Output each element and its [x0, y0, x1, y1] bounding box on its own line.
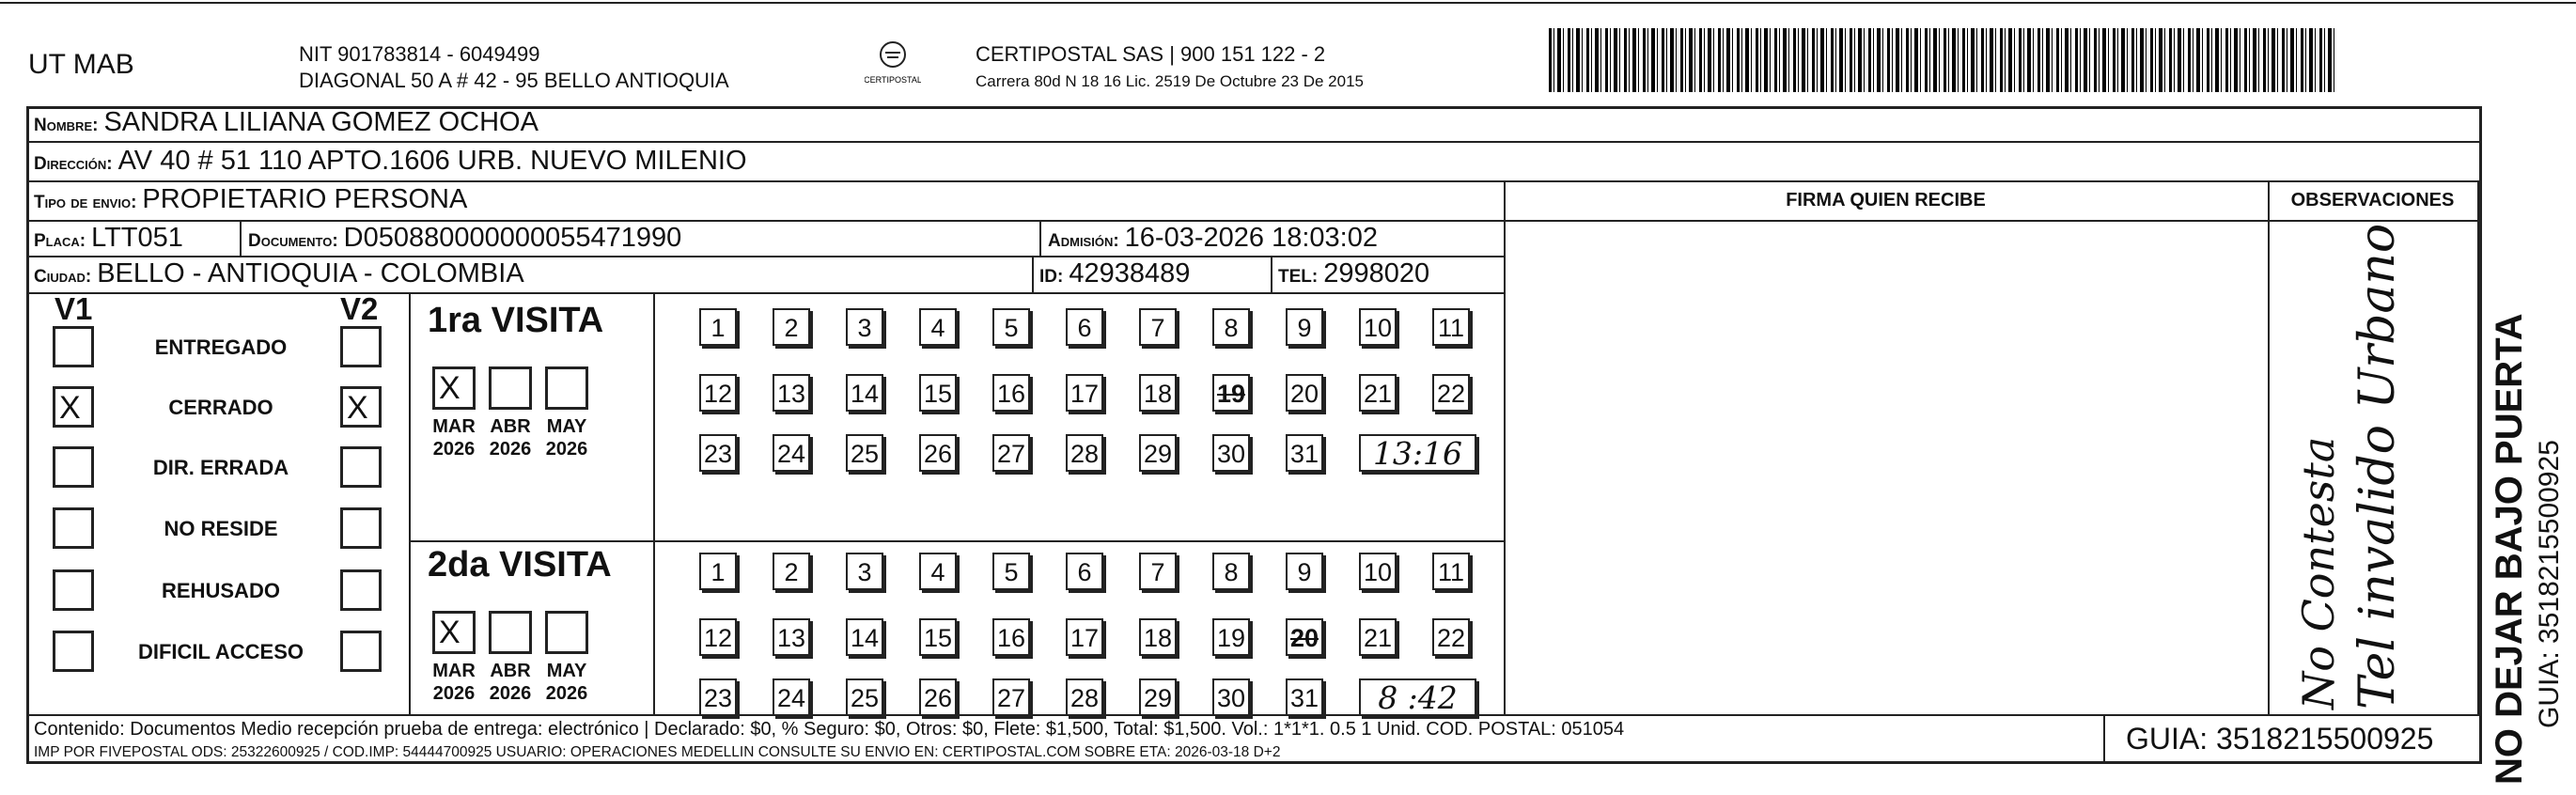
day-box[interactable]: 23	[699, 678, 737, 716]
v1-checkbox[interactable]	[53, 631, 94, 672]
tel-row	[1278, 258, 1429, 289]
day-box[interactable]: 14	[846, 618, 883, 656]
month-label: MAY	[546, 416, 587, 437]
placa-label: Placa:	[34, 231, 86, 251]
day-box[interactable]: 17	[1066, 374, 1103, 412]
ciudad-label: Ciudad:	[34, 267, 92, 287]
v1-checkbox[interactable]	[53, 386, 94, 428]
month-label: ABR	[490, 661, 531, 681]
top-border	[0, 2, 2576, 4]
company-name: UT MAB	[28, 49, 134, 80]
divider	[1032, 256, 1034, 292]
visit2-title: 2da VISITA	[428, 545, 612, 585]
v2-checkbox[interactable]	[340, 446, 382, 488]
v2-checkbox[interactable]	[340, 326, 382, 367]
divider	[653, 292, 655, 714]
delivery-state-label: DIR. ERRADA	[152, 456, 289, 479]
month-checkbox[interactable]	[489, 366, 532, 410]
day-box[interactable]: 12	[699, 618, 737, 656]
divider	[2477, 180, 2479, 714]
day-box[interactable]: 30	[1212, 434, 1250, 472]
day-box[interactable]: 18	[1139, 618, 1177, 656]
day-box[interactable]: 14	[846, 374, 883, 412]
day-box[interactable]: 29	[1139, 678, 1177, 716]
day-box[interactable]: 19	[1212, 618, 1250, 656]
day-box[interactable]: 16	[992, 618, 1030, 656]
v1-header: V1	[55, 291, 93, 326]
visit-time[interactable]: 8 :42	[1359, 678, 1476, 716]
delivery-state-label: NO RESIDE	[164, 517, 278, 540]
logo-text: CERTIPOSTAL	[865, 75, 921, 85]
divider	[2268, 180, 2270, 714]
day-box[interactable]: 27	[992, 434, 1030, 472]
handwritten-line1: No Contesta	[2293, 436, 2344, 709]
day-box[interactable]: 23	[699, 434, 737, 472]
month-label: MAY	[546, 661, 587, 681]
admision-value: 16-03-2026 18:03:02	[1124, 223, 1378, 253]
month-label: MAR	[432, 661, 476, 681]
documento-label: Documento:	[248, 231, 338, 251]
company-address: DIAGONAL 50 A # 42 - 95 BELLO ANTIOQUIA	[299, 69, 729, 92]
day-box[interactable]: 9	[1286, 553, 1323, 590]
carrier-name: CERTIPOSTAL SAS | 900 151 122 - 2	[976, 42, 1326, 66]
day-box[interactable]: 22	[1432, 618, 1470, 656]
month-label: ABR	[490, 416, 531, 437]
day-box[interactable]: 7	[1139, 553, 1177, 590]
divider	[26, 714, 2482, 716]
ciudad-value: BELLO - ANTIOQUIA - COLOMBIA	[97, 258, 524, 288]
v1-checkbox[interactable]	[53, 326, 94, 367]
day-box[interactable]: 21	[1359, 374, 1397, 412]
day-box[interactable]: 4	[919, 553, 957, 590]
side-guia: GUIA: 3518215500925	[2534, 440, 2565, 728]
v2-checkbox[interactable]	[340, 386, 382, 428]
divider	[26, 141, 2482, 143]
direccion-label: Dirección:	[34, 154, 113, 174]
placa-row	[34, 223, 183, 254]
footer-guia: GUIA: 3518215500925	[2126, 722, 2434, 756]
documento-value: D050880000000055471990	[343, 223, 682, 253]
tipo-row	[34, 184, 467, 215]
day-box[interactable]: 13	[773, 374, 810, 412]
month-checkbox[interactable]	[432, 366, 476, 410]
divider	[1504, 180, 1506, 714]
placa-value: LTT051	[91, 223, 183, 253]
month-checkbox[interactable]	[545, 366, 588, 410]
day-box[interactable]: 2	[773, 553, 810, 590]
v1-checkbox[interactable]	[53, 446, 94, 488]
observaciones-header: OBSERVACIONES	[2290, 190, 2455, 210]
divider	[409, 540, 1504, 542]
day-box[interactable]: 20	[1286, 374, 1323, 412]
handwritten-line2: Tel invalido Urbano	[2350, 223, 2406, 709]
check-mark: X	[439, 370, 461, 406]
divider	[240, 220, 242, 256]
day-box[interactable]: 8	[1212, 308, 1250, 346]
day-box[interactable]: 1	[699, 553, 737, 590]
day-box[interactable]: 26	[919, 678, 957, 716]
month-year: 2026	[489, 683, 532, 704]
month-year: 2026	[489, 439, 532, 460]
day-box-marked[interactable]: 20	[1286, 618, 1323, 656]
delivery-state-label: DIFICIL ACCESO	[137, 640, 304, 663]
day-box[interactable]: 1	[699, 308, 737, 346]
day-box[interactable]: 15	[919, 374, 957, 412]
tel-label: TEL:	[1278, 267, 1319, 287]
direccion-row	[34, 146, 747, 177]
day-box[interactable]: 11	[1432, 553, 1470, 590]
visit1-title: 1ra VISITA	[428, 301, 604, 340]
divider	[26, 220, 2482, 222]
tipo-value: PROPIETARIO PERSONA	[142, 184, 468, 214]
carrier-license: Carrera 80d N 18 16 Lic. 2519 De Octubre 23 De 2015	[976, 72, 1364, 90]
footer-contenido: Contenido: Documentos Medio recepción prueba de entrega: electrónico | Declarado: $0, % Seguro: $0, Otros: $0, Flete: $1,500, Total: $1,500. Vol.: 1*1*1. 0.5 1 Unid. COD. POSTAL: 051054	[34, 719, 1625, 740]
month-year: 2026	[545, 683, 588, 704]
day-box[interactable]: 18	[1139, 374, 1177, 412]
side-warning: NO DEJAR BAJO PUERTA	[2489, 313, 2530, 785]
visit-time[interactable]: 13:16	[1359, 434, 1476, 472]
day-box[interactable]: 26	[919, 434, 957, 472]
month-year: 2026	[432, 439, 476, 460]
id-row	[1039, 258, 1190, 289]
day-box[interactable]: 13	[773, 618, 810, 656]
month-checkbox[interactable]	[432, 611, 476, 654]
v2-checkbox[interactable]	[340, 569, 382, 611]
check-mark: X	[347, 390, 368, 426]
divider	[26, 292, 1504, 294]
company-nit: NIT 901783814 - 6049499	[299, 42, 540, 66]
barcode	[1549, 28, 2338, 92]
day-box[interactable]: 21	[1359, 618, 1397, 656]
day-box[interactable]: 5	[992, 553, 1030, 590]
day-box[interactable]: 17	[1066, 618, 1103, 656]
v1-checkbox[interactable]	[53, 507, 94, 549]
day-box[interactable]: 16	[992, 374, 1030, 412]
documento-row	[248, 223, 681, 254]
month-checkbox[interactable]	[545, 611, 588, 654]
day-box[interactable]: 9	[1286, 308, 1323, 346]
footer-imp: IMP POR FIVEPOSTAL ODS: 25322600925 / COD.IMP: 54444700925 USUARIO: OPERACIONES MEDELLIN CONSULTE SU ENVIO EN: CERTIPOSTAL.COM SOBRE ETA: 2026-03-18 D+2	[34, 744, 1281, 760]
day-box[interactable]: 24	[773, 678, 810, 716]
delivery-state-label: CERRADO	[168, 396, 273, 419]
nombre-label: Nombre:	[34, 116, 99, 135]
day-box[interactable]: 4	[919, 308, 957, 346]
day-box[interactable]: 5	[992, 308, 1030, 346]
admision-label: Admisión:	[1048, 231, 1119, 251]
tel-value: 2998020	[1323, 258, 1430, 288]
day-box[interactable]: 11	[1432, 308, 1470, 346]
day-box[interactable]: 24	[773, 434, 810, 472]
check-mark: X	[439, 615, 461, 650]
id-label: ID:	[1039, 267, 1064, 287]
v1-checkbox[interactable]	[53, 569, 94, 611]
day-box[interactable]: 27	[992, 678, 1030, 716]
ciudad-row	[34, 258, 524, 289]
day-box[interactable]: 12	[699, 374, 737, 412]
admision-row	[1048, 223, 1378, 254]
day-box[interactable]: 31	[1286, 678, 1323, 716]
day-box[interactable]: 30	[1212, 678, 1250, 716]
check-mark: X	[59, 390, 81, 426]
month-checkbox[interactable]	[489, 611, 532, 654]
day-box[interactable]: 10	[1359, 553, 1397, 590]
id-value: 42938489	[1069, 258, 1191, 288]
certipostal-logo	[865, 38, 921, 90]
divider	[2103, 714, 2105, 764]
day-box[interactable]: 3	[846, 553, 883, 590]
day-box[interactable]: 8	[1212, 553, 1250, 590]
day-box[interactable]: 31	[1286, 434, 1323, 472]
nombre-value: SANDRA LILIANA GOMEZ OCHOA	[103, 107, 539, 137]
divider	[26, 256, 1504, 257]
day-box[interactable]: 3	[846, 308, 883, 346]
nombre-row	[34, 107, 539, 138]
v2-checkbox[interactable]	[340, 507, 382, 549]
day-box[interactable]: 29	[1139, 434, 1177, 472]
firma-header: FIRMA QUIEN RECIBE	[1786, 190, 1986, 210]
month-year: 2026	[432, 683, 476, 704]
month-label: MAR	[432, 416, 476, 437]
day-box[interactable]: 25	[846, 678, 883, 716]
day-box[interactable]: 6	[1066, 553, 1103, 590]
tipo-label: Tipo de envio:	[34, 193, 137, 212]
day-box[interactable]: 22	[1432, 374, 1470, 412]
direccion-value: AV 40 # 51 110 APTO.1606 URB. NUEVO MILENIO	[117, 146, 747, 176]
month-year: 2026	[545, 439, 588, 460]
v2-checkbox[interactable]	[340, 631, 382, 672]
v2-header: V2	[340, 291, 379, 326]
delivery-state-label: REHUSADO	[162, 579, 280, 602]
day-box[interactable]: 15	[919, 618, 957, 656]
divider	[409, 292, 411, 714]
day-box[interactable]: 2	[773, 308, 810, 346]
day-box[interactable]: 28	[1066, 678, 1103, 716]
day-box[interactable]: 10	[1359, 308, 1397, 346]
day-box[interactable]: 28	[1066, 434, 1103, 472]
day-box[interactable]: 6	[1066, 308, 1103, 346]
day-box-marked[interactable]: 19	[1212, 374, 1250, 412]
day-box[interactable]: 25	[846, 434, 883, 472]
day-box[interactable]: 7	[1139, 308, 1177, 346]
divider	[1271, 256, 1272, 292]
divider	[1039, 220, 1041, 256]
divider	[26, 180, 2482, 182]
delivery-state-label: ENTREGADO	[154, 335, 288, 359]
